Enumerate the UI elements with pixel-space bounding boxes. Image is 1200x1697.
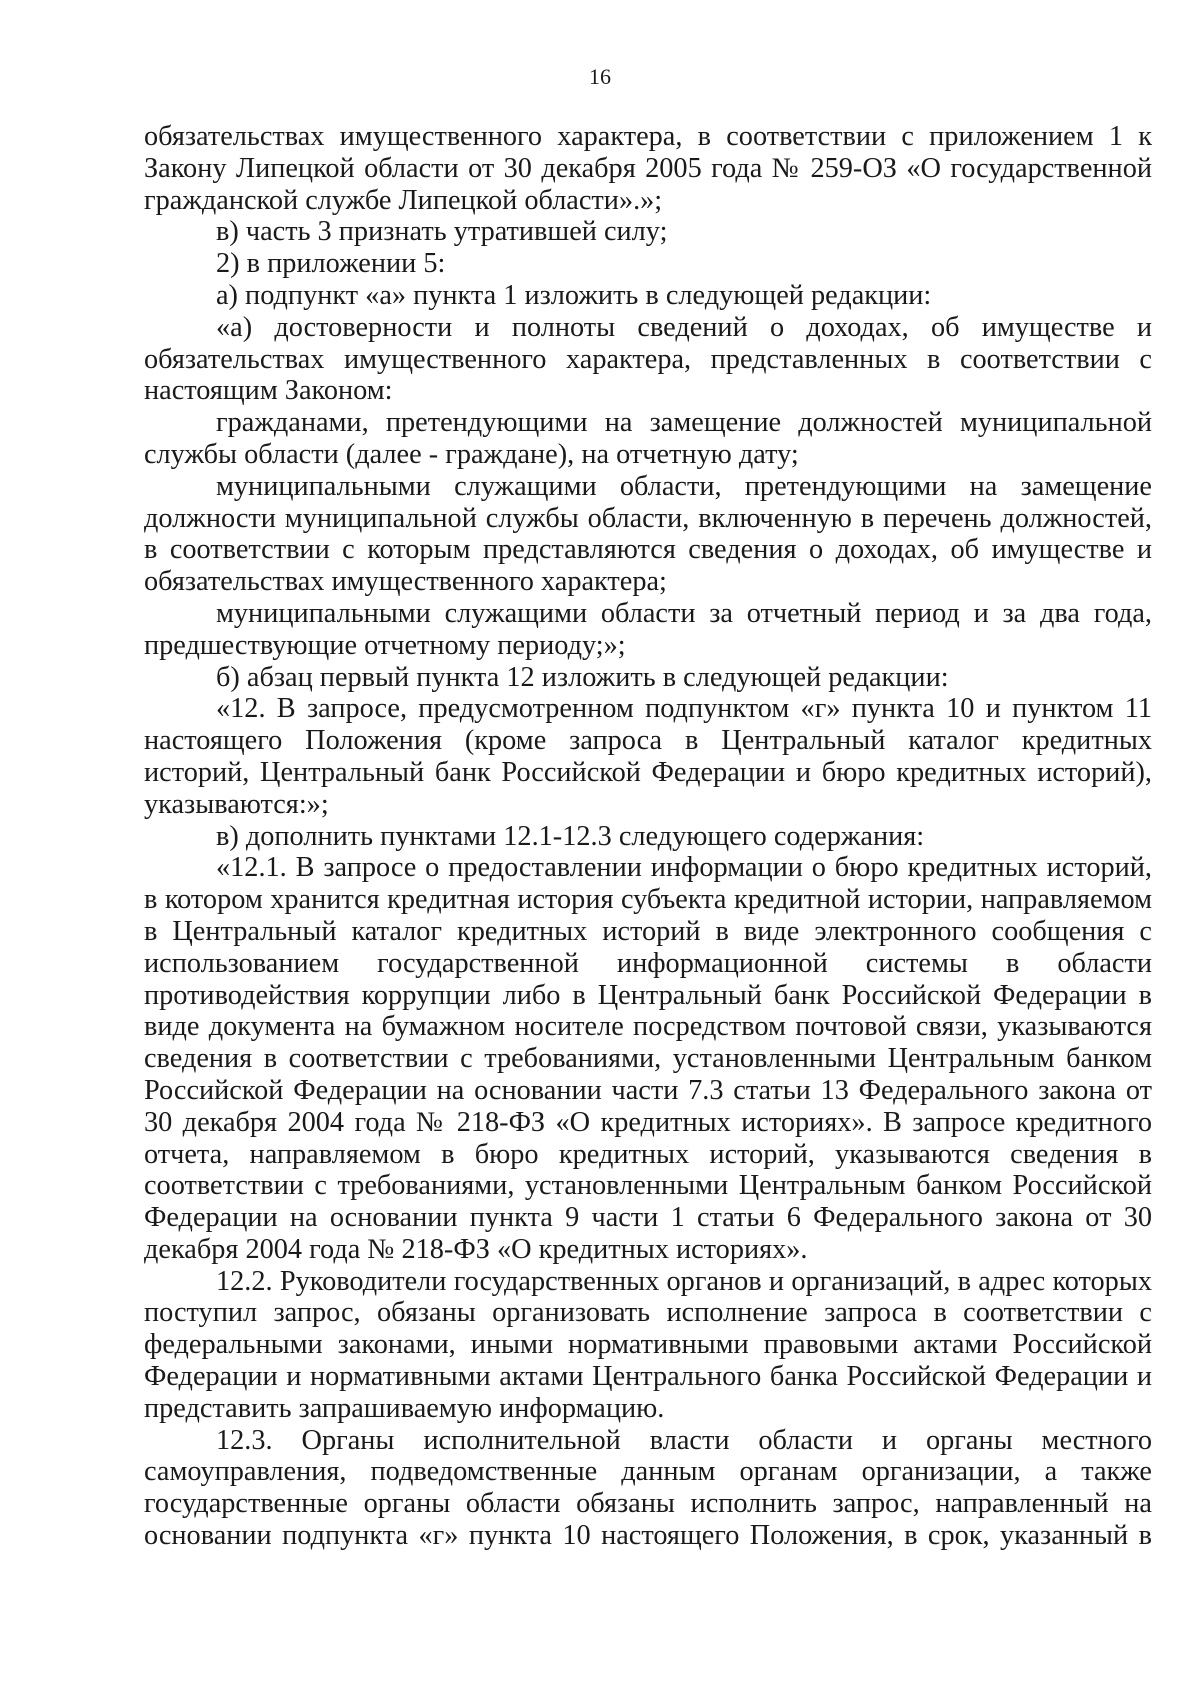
paragraph: в) часть 3 признать утратившей силу; <box>216 216 668 248</box>
paragraph: б) абзац первый пункта 12 изложить в следующей редакции: <box>216 661 949 693</box>
paragraph: «а) достоверности и полноты сведений о доходах, об имуществе и обязательствах имущественного характера, представленных в соответствии с настоящим Законом: <box>144 311 1152 407</box>
paragraph: гражданами, претендующими на замещение должностей муниципальной службы области (далее - граждане), на отчетную дату; <box>144 407 1152 470</box>
paragraph: муниципальными служащими области, претендующими на замещение должности муниципальной службы области, включенную в перечень должностей, в соответствии с которым представляются сведения о доходах, об имуществе и обязательствах имущественного характера; <box>144 470 1152 598</box>
paragraph: 2) в приложении 5: <box>216 248 446 280</box>
document-body <box>144 121 1152 1552</box>
paragraph: в) дополнить пунктами 12.1-12.3 следующего содержания: <box>216 820 925 852</box>
paragraph: «12. В запросе, предусмотренном подпунктом «г» пункта 10 и пунктом 11 настоящего Положения (кроме запроса в Центральный каталог кредитных историй, Центральный банк Российской Федерации и бюро кредитных историй), указываются:»; <box>144 693 1152 820</box>
paragraph: 12.3. Органы исполнительной власти области и органы местного самоуправления, подведомственные данным органам организации, а также государственные органы области обязаны исполнить запрос, направленный на основании подпункта «г» пункта 10 настоящего Положения, в срок, указанный в <box>144 1424 1152 1552</box>
paragraph: муниципальными служащими области за отчетный период и за два года, предшествующие отчетному периоду;»; <box>144 597 1152 661</box>
page-number: 16 <box>589 64 611 89</box>
paragraph: «12.1. В запросе о предоставлении информации о бюро кредитных историй, в котором хранится кредитная история субъекта кредитной истории, направляемом в Центральный каталог кредитных историй в виде электронного сообщения с использованием государственной информационной системы в области противодействия коррупции либо в Центральный банк Российской Федерации в виде документа на бумажном носителе посредством почтовой связи, указываются сведения в соответствии с требованиями, установленными Центральным банком Российской Федерации на основании части 7.3 статьи 13 Федерального закона от 30 декабря 2004 года № 218-ФЗ «О кредитных историях». В запросе кредитного отчета, направляемом в бюро кредитных историй, указываются сведения в соответствии с требованиями, установленными Центральным банком Российской Федерации на основании пункта 9 части 1 статьи 6 Федерального закона от 30 декабря 2004 года № 218-ФЗ «О кредитных историях». <box>144 852 1152 1265</box>
paragraph: обязательствах имущественного характера, в соответствии с приложением 1 к Закону Липецкой области от 30 декабря 2005 года № 259-ОЗ «О государственной гражданской службе Липецкой области».»; <box>144 121 1152 216</box>
paragraph: 12.2. Руководители государственных органов и организаций, в адрес которых поступил запрос, обязаны организовать исполнение запроса в соответствии с федеральными законами, иными нормативными правовыми актами Российской Федерации и нормативными актами Центрального банка Российской Федерации и представить запрашиваемую информацию. <box>144 1265 1152 1424</box>
paragraph: а) подпункт «а» пункта 1 изложить в следующей редакции: <box>216 279 932 311</box>
